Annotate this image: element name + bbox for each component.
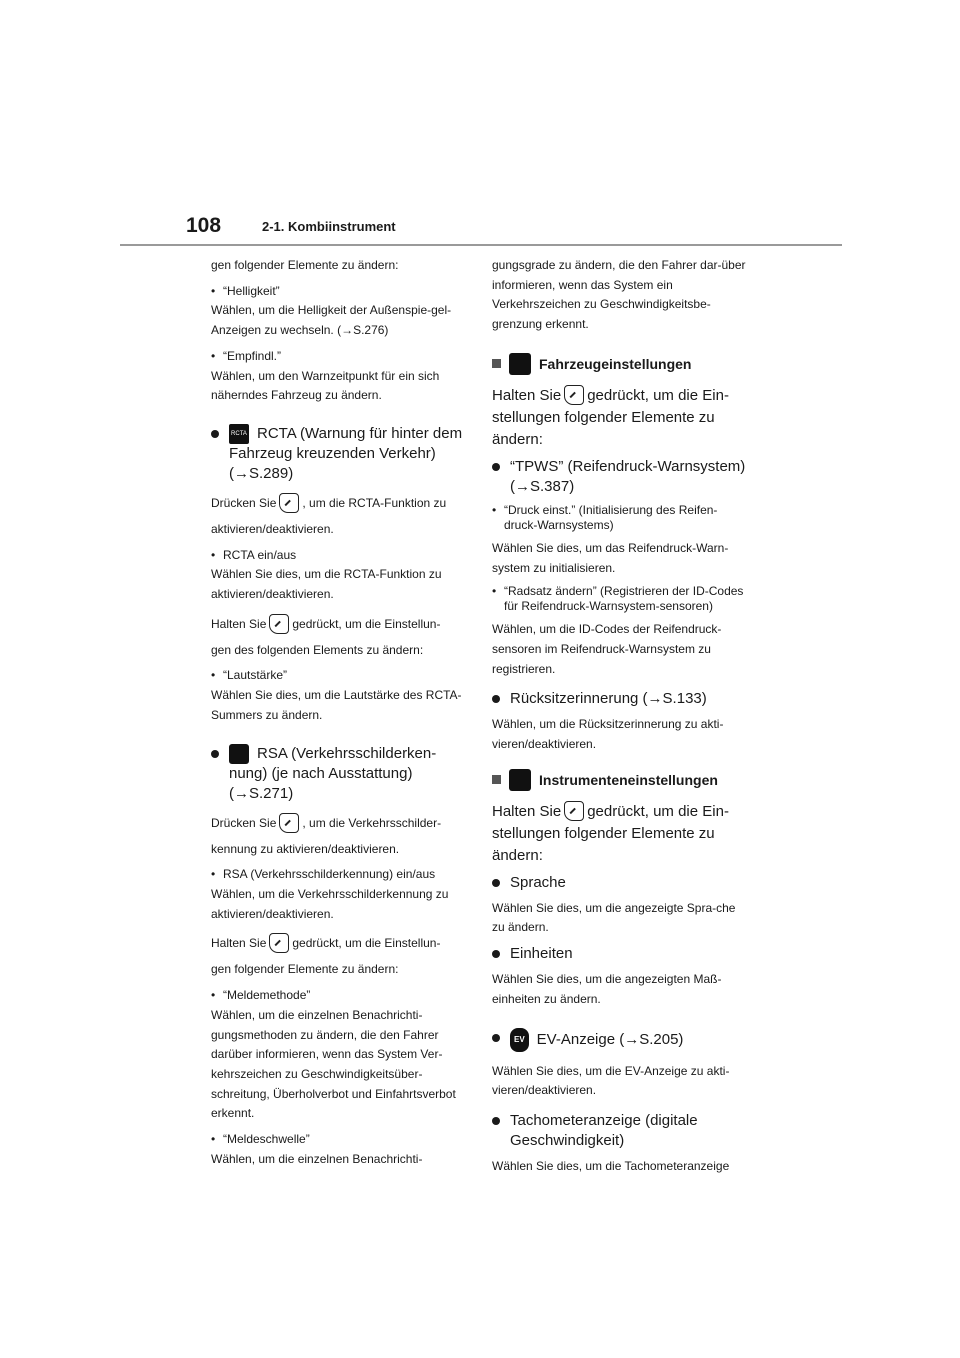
heading-line: “TPWS” (Reifendruck-Warnsystem)	[510, 457, 746, 475]
paragraph	[492, 385, 748, 407]
paragraph: stellungen folgender Elemente zu ändern:	[492, 824, 715, 864]
language-heading	[492, 873, 748, 893]
paragraph: kennung zu aktivieren/deaktivieren.	[211, 841, 400, 856]
heading-line: Fahrzeug kreuzenden Verkehr)	[229, 444, 436, 462]
list-item	[211, 282, 467, 341]
ev-icon: EV	[510, 1028, 529, 1052]
rcta-icon: RCTA	[229, 424, 249, 444]
paragraph: Wählen Sie dies, um die angezeigten Maß-einheiten zu ändern.	[492, 972, 722, 1006]
text: Drücken Sie	[211, 496, 277, 511]
paragraph: Wählen Sie dies, um das Reifendruck-Warn-system zu initialisieren.	[492, 540, 729, 575]
text: Halten Sie	[492, 386, 562, 404]
ev-indicator-heading	[492, 1028, 748, 1052]
text: Halten Sie	[211, 936, 267, 951]
list-item	[211, 865, 467, 924]
heading-line: Sprache	[510, 873, 566, 891]
paragraph	[211, 615, 467, 635]
paragraph: gen folgender Elemente zu ändern:	[211, 962, 399, 977]
text: gedrückt, um die Einstellun-	[292, 936, 441, 951]
list-item	[211, 1130, 467, 1169]
list-item-text: Wählen, um die Verkehrsschilderkennung zu aktivieren/deaktivieren.	[211, 887, 449, 921]
paragraph: gen des folgenden Elements zu ändern:	[211, 642, 424, 657]
paragraph: Wählen Sie dies, um die EV-Anzeige zu akti-vieren/deaktivieren.	[492, 1063, 730, 1098]
text: , um die Verkehrsschilder-	[302, 815, 442, 830]
paragraph: stellungen folgender Elemente zu ändern:	[492, 408, 715, 448]
ok-button-icon	[564, 385, 584, 405]
heading-text: Fahrzeugeinstellungen	[539, 355, 692, 372]
heading-line: (→S.387)	[510, 477, 575, 495]
list-item-text: Wählen, um den Warnzeitpunkt für ein sich näherndes Fahrzeug zu ändern.	[211, 368, 440, 403]
heading-line: EV-Anzeige (→S.205)	[536, 1030, 684, 1048]
list-item-title: • “Meldeschwelle”	[223, 1132, 310, 1147]
ok-button-icon	[279, 813, 299, 833]
paragraph: gen folgender Elemente zu ändern:	[211, 258, 399, 272]
list-item-text: Wählen Sie dies, um die Lautstärke des RCTA-Summers zu ändern.	[211, 688, 462, 722]
list-item: • “Druck einst.” (Initialisierung des Reifen-druck-Warnsystems)	[492, 503, 748, 533]
text: Drücken Sie	[211, 815, 277, 830]
page-number: 108	[186, 214, 222, 237]
paragraph: Wählen Sie dies, um die Tachometeranzeige	[492, 1158, 730, 1173]
paragraph	[492, 801, 748, 823]
list-item-title: • RCTA ein/aus	[223, 547, 297, 562]
list-item	[211, 546, 467, 605]
units-heading	[492, 944, 748, 964]
speedometer-heading	[492, 1111, 748, 1151]
paragraph	[211, 814, 467, 834]
paragraph	[211, 494, 467, 514]
heading-line: Rücksitzerinnerung (→S.133)	[510, 690, 707, 708]
vehicle-settings-heading	[492, 353, 748, 375]
heading-text: Instrumenteneinstellungen	[539, 771, 718, 788]
paragraph: Wählen, um die ID-Codes der Reifendruck-sensoren im Reifendruck-Warnsystem zu registrieren.	[492, 622, 722, 676]
square-bullet-icon	[492, 359, 501, 368]
paragraph	[211, 934, 467, 954]
list-item: • “Radsatz ändern” (Registrieren der ID-Codes für Reifendruck-Warnsystem-sensoren)	[492, 584, 748, 614]
list-item-title: • RSA (Verkehrsschilderkennung) ein/aus	[223, 867, 436, 882]
text: gedrückt, um die Ein-	[587, 386, 729, 404]
heading-line: RSA (Verkehrsschilderken-	[257, 744, 437, 762]
gauge-settings-icon	[509, 769, 531, 791]
instrument-settings-heading	[492, 769, 748, 791]
list-item-text: Wählen Sie dies, um die RCTA-Funktion zu aktivieren/deaktivieren.	[211, 567, 442, 602]
heading-line: Geschwindigkeit)	[510, 1131, 625, 1149]
rsa-heading	[211, 744, 467, 804]
text: gedrückt, um die Einstellun-	[292, 616, 441, 631]
paragraph: Wählen, um die Rücksitzerinnerung zu akti-vieren/deaktivieren.	[492, 717, 724, 752]
header-rule	[120, 244, 842, 246]
paragraph: Wählen Sie dies, um die angezeigte Spra-che zu ändern.	[492, 900, 736, 935]
ok-button-icon	[564, 801, 584, 821]
heading-line: (→S.289)	[229, 464, 294, 482]
road-sign-icon	[229, 744, 249, 764]
right-column	[492, 256, 748, 1177]
heading-line: Einheiten	[510, 945, 573, 963]
left-column	[211, 256, 467, 1169]
tpws-heading	[492, 457, 748, 497]
text: gedrückt, um die Ein-	[587, 802, 729, 820]
list-item-title: • “Empfindl.”	[223, 348, 282, 363]
text: , um die RCTA-Funktion zu	[302, 496, 447, 511]
list-item-title: • “Lautstärke”	[223, 668, 288, 683]
ok-button-icon	[279, 493, 299, 513]
ok-button-icon	[269, 933, 289, 953]
list-item-text: Wählen, um die einzelnen Benachrichti-	[211, 1151, 423, 1166]
list-item-title: • “Meldemethode”	[223, 988, 311, 1003]
paragraph: gungsgrade zu ändern, die den Fahrer dar-über informieren, wenn das System ein Verkehrszeichen zu Geschwindigkeitsbe-grenzung erkennt.	[492, 258, 746, 332]
section-title: 2-1. Kombiinstrument	[262, 219, 396, 234]
paragraph: aktivieren/deaktivieren.	[211, 521, 334, 536]
list-item-title: • “Helligkeit”	[223, 283, 280, 298]
list-item	[211, 666, 467, 725]
list-item-text: Wählen, um die Helligkeit der Außenspie-gel-Anzeigen zu wechseln. (→S.276)	[211, 303, 452, 338]
car-settings-icon	[509, 353, 531, 375]
list-item	[211, 347, 467, 406]
heading-line: RCTA (Warnung für hinter dem	[257, 424, 463, 442]
list-item	[211, 986, 467, 1124]
heading-line: nung) (je nach Ausstattung)	[229, 764, 413, 782]
rcta-heading	[211, 424, 467, 484]
heading-line: Tachometeranzeige (digitale	[510, 1111, 698, 1129]
text: Halten Sie	[492, 802, 562, 820]
rear-seat-reminder-heading	[492, 689, 748, 709]
text: Halten Sie	[211, 616, 267, 631]
ok-button-icon	[269, 614, 289, 634]
list-item-text: Wählen, um die einzelnen Benachrichti-gungsmethoden zu ändern, die den Fahrer darüber informieren, wenn das System Ver-kehrszeichen zu Geschwindigkeitsüber-schreitung, Überholverbot und Einfahrtsverbot erkennt.	[211, 1007, 456, 1121]
heading-line: (→S.271)	[229, 784, 294, 802]
square-bullet-icon	[492, 775, 501, 784]
